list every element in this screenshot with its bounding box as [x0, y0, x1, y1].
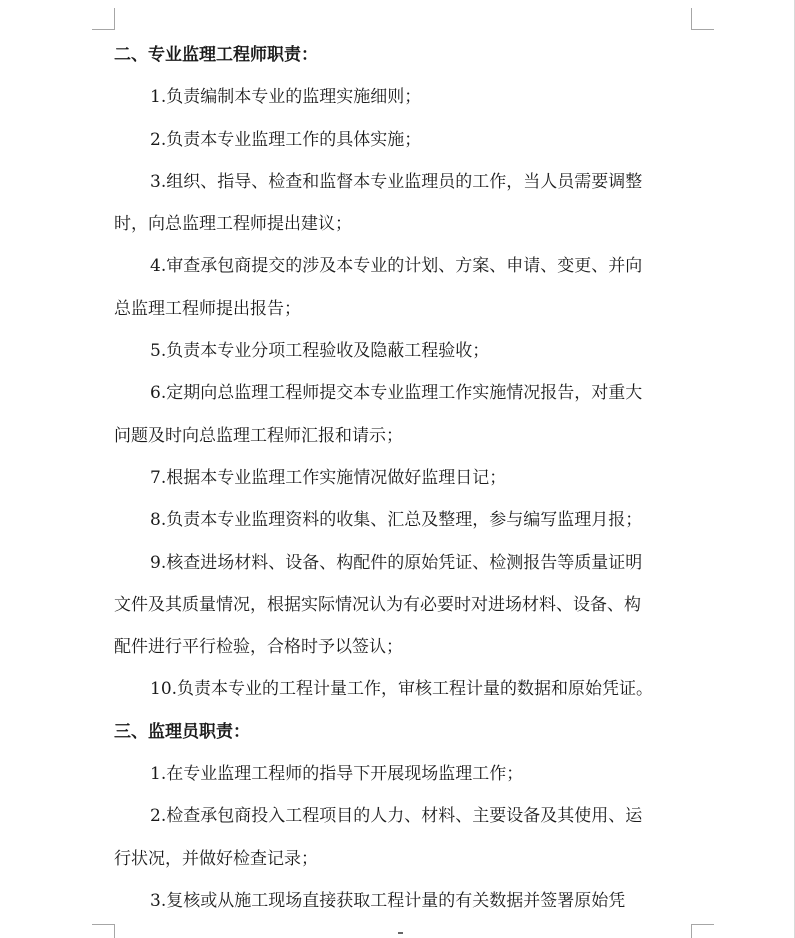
paragraph-line: 2.检查承包商投入工程项目的人力、材料、主要设备及其使用、运 — [150, 806, 643, 827]
paragraph-line: 问题及时向总监理工程师汇报和请示； — [114, 425, 403, 446]
crop-mark-bottom-right-vertical — [691, 924, 692, 938]
paragraph-line: 配件进行平行检验，合格时予以签认； — [114, 637, 403, 658]
paragraph-line: 时，向总监理工程师提出建议； — [114, 214, 352, 235]
crop-mark-top-right-vertical — [691, 8, 692, 30]
paragraph-line: 6.定期向总监理工程师提交本专业监理工作实施情况报告，对重大 — [150, 383, 643, 404]
document-body — [114, 34, 694, 922]
crop-mark-bottom-right-horizontal — [691, 924, 714, 925]
paragraph-line: 1.在专业监理工程师的指导下开展现场监理工作； — [150, 764, 524, 785]
paragraph-line: 7.根据本专业监理工作实施情况做好监理日记； — [150, 467, 507, 488]
paragraph-line: 总监理工程师提出报告； — [114, 298, 301, 319]
crop-mark-top-left-horizontal — [92, 29, 115, 30]
crop-mark-top-left-vertical — [114, 8, 115, 30]
paragraph-line: 2.负责本专业监理工作的具体实施； — [150, 129, 422, 150]
crop-mark-bottom-left-horizontal — [92, 924, 115, 925]
paragraph-line: 3.复核或从施工现场直接获取工程计量的有关数据并签署原始凭 — [150, 890, 626, 911]
paragraph-line: 9.核查进场材料、设备、构配件的原始凭证、检测报告等质量证明 — [150, 552, 643, 573]
paragraph-line: 5.负责本专业分项工程验收及隐蔽工程验收； — [150, 341, 490, 362]
paragraph-line: 8.负责本专业监理资料的收集、汇总及整理，参与编写监理月报； — [150, 510, 643, 531]
paragraph-line: 文件及其质量情况，根据实际情况认为有必要时对进场材料、设备、构 — [114, 594, 641, 615]
text-cursor-mark — [398, 932, 403, 934]
section-heading-3: 三、监理员职责： — [114, 721, 250, 742]
paragraph-line: 3.组织、指导、检查和监督本专业监理员的工作，当人员需要调整 — [150, 171, 643, 192]
paragraph-line: 1.负责编制本专业的监理实施细则； — [150, 87, 422, 108]
paragraph-line: 4.审查承包商提交的涉及本专业的计划、方案、申请、变更、并向 — [150, 256, 643, 277]
paragraph-line: 10.负责本专业的工程计量工作，审核工程计量的数据和原始凭证。 — [150, 679, 654, 700]
crop-mark-bottom-left-vertical — [114, 924, 115, 938]
section-heading-2: 二、专业监理工程师职责： — [114, 45, 318, 65]
paragraph-line: 行状况，并做好检查记录； — [114, 848, 318, 869]
crop-mark-top-right-horizontal — [691, 29, 714, 30]
